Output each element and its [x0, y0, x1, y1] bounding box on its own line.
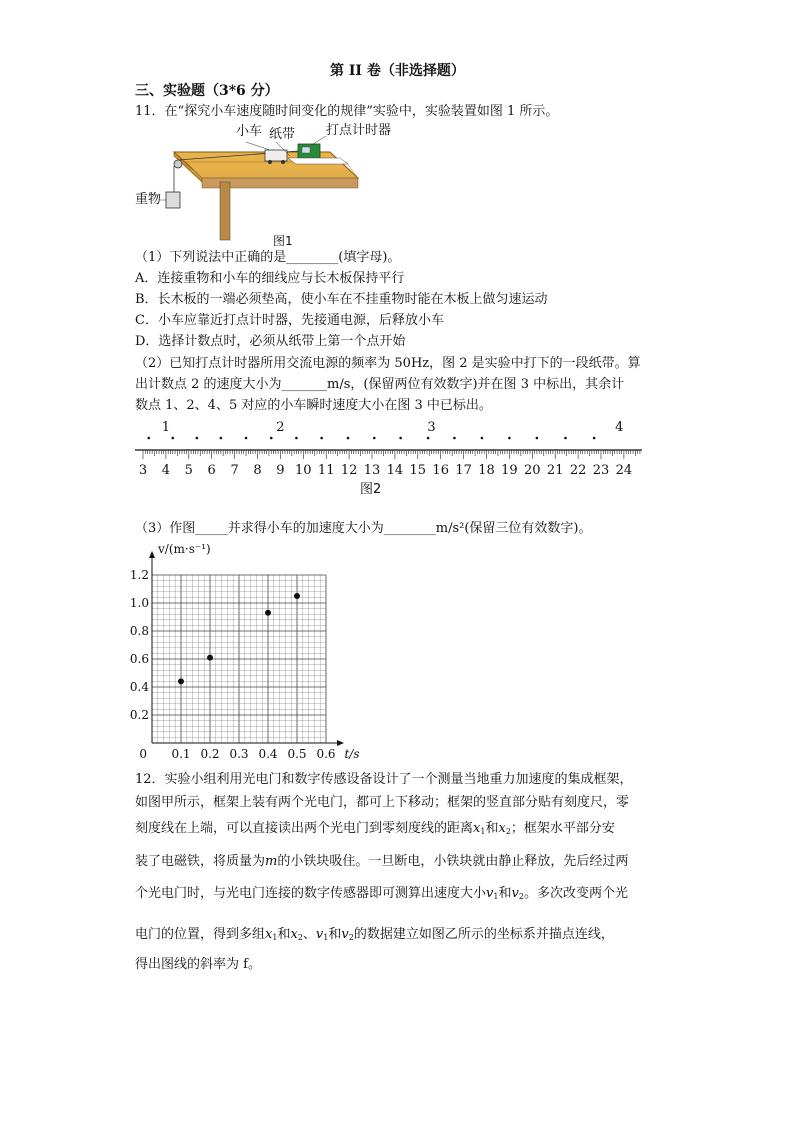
- figure-1-caption: 图1: [273, 234, 293, 248]
- x-tick-label: 0.5: [287, 747, 307, 761]
- ruler-number: 23: [592, 463, 610, 478]
- label-weight: 重物: [135, 192, 162, 207]
- option-d: D．选择计数点时，必须从纸带上第一个点开始: [135, 334, 406, 349]
- tape-dot: [295, 437, 298, 440]
- page-title: 第 II 卷（非选择题）: [330, 63, 465, 79]
- tape-dot: [373, 437, 376, 440]
- tape-dot: [245, 437, 248, 440]
- count-point-label: 1: [161, 420, 171, 435]
- x-tick-label: 0.4: [258, 747, 278, 761]
- tape-dot: [399, 437, 402, 440]
- tape-dot: [270, 437, 273, 440]
- tape-dot: [196, 437, 199, 440]
- origin-label: 0: [139, 747, 147, 761]
- x-tick-label: 0.6: [316, 747, 336, 761]
- tape-dot: [320, 437, 323, 440]
- data-point: [294, 593, 300, 599]
- ruler-number: 17: [455, 463, 472, 478]
- q12-line7: 得出图线的斜率为 f。: [135, 957, 261, 972]
- y-tick-label: 0.2: [129, 708, 149, 722]
- data-point: [207, 655, 213, 661]
- ruler-number: 8: [253, 463, 262, 478]
- ruler-number: 7: [230, 463, 239, 478]
- q11-part2-line3: 数点 1、2、4、5 对应的小车瞬时速度大小在图 3 中已标出。: [135, 398, 492, 413]
- tape-dot: [427, 437, 430, 440]
- x-tick-label: 0.1: [171, 747, 191, 761]
- q12-line2: 如图甲所示，框架上装有两个光电门，都可上下移动；框架的竖直部分贴有刻度尺，零: [135, 795, 630, 810]
- data-point: [178, 678, 184, 684]
- y-tick-label: 0.8: [129, 624, 149, 638]
- ruler-number: 22: [569, 463, 587, 478]
- ruler-number: 21: [546, 463, 564, 478]
- data-point: [265, 610, 271, 616]
- tape-dot: [481, 437, 484, 440]
- figure-3-chart: [128, 543, 368, 765]
- weight-shape: [166, 192, 180, 208]
- x-tick-label: 0.2: [200, 747, 220, 761]
- label-cart: 小车: [236, 124, 263, 139]
- q11-part2-line1: （2）已知打点计时器所用交流电源的频率为 50Hz，图 2 是实验中打下的一段纸带。算: [135, 356, 641, 371]
- figure-2-caption: 图2: [360, 482, 382, 497]
- ruler-number: 3: [138, 463, 148, 478]
- q12-line6: 电门的位置，得到多组$x_1$和$x_2$、$v_1$和$v_2$的数据建立如图乙所示的坐标系并描点连线，: [135, 927, 614, 942]
- ruler-number: 9: [276, 463, 285, 478]
- ruler-number: 6: [207, 463, 216, 478]
- x-axis-label: t/s: [344, 747, 360, 761]
- tape-dot: [147, 437, 150, 440]
- tape-dot: [508, 437, 511, 440]
- q12-line3: 刻度线在上端，可以直接读出两个光电门到零刻度线的距离$x_1$和$x_2$；框架水平部分安: [135, 821, 615, 836]
- tape-dot: [347, 437, 350, 440]
- x-axis-arrow: [337, 740, 344, 746]
- count-point-label: 4: [615, 420, 624, 435]
- ruler-number: 5: [184, 463, 193, 478]
- y-tick-label: 1.0: [129, 596, 149, 610]
- option-b: B．长木板的一端必须垫高，使小车在不挂重物时能在木板上做匀速运动: [135, 292, 548, 307]
- tape-dot: [564, 437, 567, 440]
- y-axis-label: v/(m·s⁻¹): [158, 543, 211, 556]
- option-c: C．小车应靠近打点计时器，先接通电源，后释放小车: [135, 313, 444, 328]
- option-a: A．连接重物和小车的细线应与长木板保持平行: [135, 271, 405, 286]
- ruler-number: 15: [409, 463, 427, 478]
- y-tick-label: 0.4: [129, 680, 149, 694]
- q12-line1: 12．实验小组利用光电门和数字传感设备设计了一个测量当地重力加速度的集成框架，: [135, 772, 633, 787]
- ruler-number: 12: [340, 463, 358, 478]
- q12-line4: 装了电磁铁，将质量为m的小铁块吸住。一旦断电，小铁块就由静止释放，先后经过两: [135, 854, 629, 869]
- q11-intro: 11．在“探究小车速度随时间变化的规律”实验中，实验装置如图 1 所示。: [135, 104, 559, 119]
- ruler-number: 10: [295, 463, 312, 478]
- tape-dot: [536, 437, 539, 440]
- ruler-number: 20: [524, 463, 541, 478]
- y-tick-label: 0.6: [129, 652, 149, 666]
- ruler-number: 24: [615, 463, 633, 478]
- tape-dot: [453, 437, 456, 440]
- q12-line5: 个光电门时，与光电门连接的数字传感器即可测算出速度大小$v_1$和$v_2$。多次改变两个光: [135, 886, 628, 901]
- y-axis-arrow: [149, 551, 155, 558]
- q11-part3: （3）作图_____并求得小车的加速度大小为________m/s²(保留三位有效数字)。: [135, 521, 592, 536]
- figure-2-tape: [130, 418, 650, 480]
- label-timer: 打点计时器: [326, 123, 392, 138]
- q11-part2-line2: 出计数点 2 的速度大小为_______m/s，(保留两位有效数字)并在图 3 中标出，其余计: [135, 377, 625, 392]
- table-leg: [220, 182, 230, 240]
- y-tick-label: 1.2: [129, 568, 149, 582]
- label-tape: 纸带: [269, 127, 296, 142]
- ruler-number: 16: [432, 463, 449, 478]
- section-title: 三、实验题（3*6 分）: [135, 83, 279, 99]
- x-tick-label: 0.3: [229, 747, 249, 761]
- ruler-number: 4: [161, 463, 171, 478]
- q11-part1: （1）下列说法中正确的是________(填字母)。: [135, 250, 401, 265]
- count-point-label: 2: [276, 420, 285, 435]
- cart-shape: [265, 150, 287, 161]
- ruler-number: 13: [363, 463, 381, 478]
- tape-dot: [220, 437, 223, 440]
- tape-dot: [593, 437, 596, 440]
- count-point-label: 3: [427, 420, 436, 435]
- ruler-number: 19: [501, 463, 518, 478]
- ruler-number: 18: [478, 463, 495, 478]
- ruler-number: 11: [317, 463, 335, 478]
- tape-dot: [171, 437, 174, 440]
- ruler-number: 14: [386, 463, 404, 478]
